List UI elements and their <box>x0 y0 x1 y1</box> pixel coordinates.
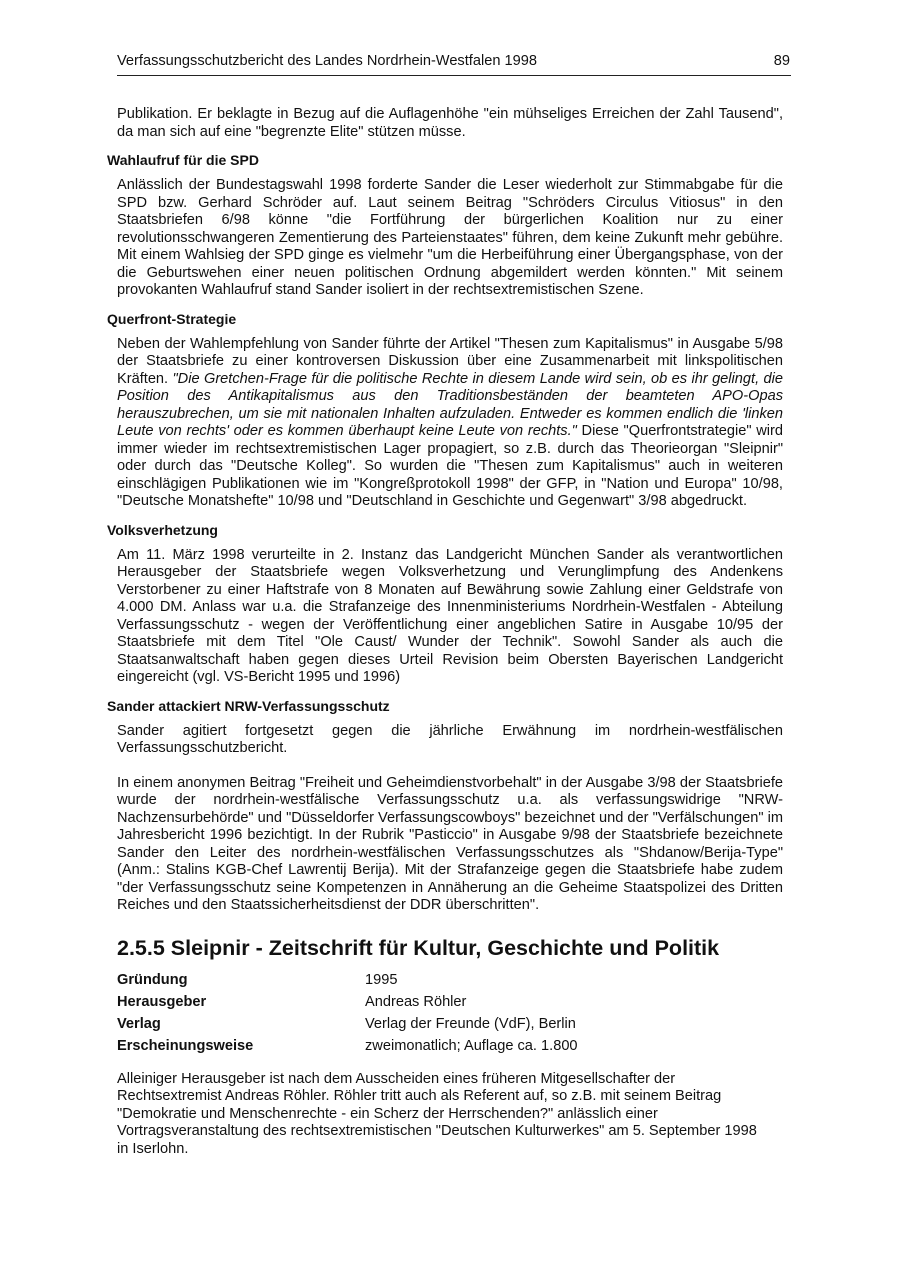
header-title: Verfassungsschutzbericht des Landes Nordrhein-Westfalen 1998 <box>117 53 537 69</box>
paragraph-sander-1: Sander agitiert fortgesetzt gegen die jährliche Erwähnung im nordrhein-westfälischen Verfassungsschutzbericht. <box>117 722 783 756</box>
heading-sander-attackiert: Sander attackiert NRW-Verfassungsschutz <box>107 697 390 714</box>
table-key: Erscheinungsweise <box>117 1037 254 1054</box>
paragraph-intro: Publikation. Er beklagte in Bezug auf die Auflagenhöhe "ein mühseliges Erreichen der Zahl Tausend", da man sich auf eine "begrenzte Elite" stützen müsse. <box>117 106 783 140</box>
page-number: 89 <box>773 53 790 69</box>
table-key: Gründung <box>117 971 188 988</box>
heading-volksverhetzung: Volksverhetzung <box>107 521 218 538</box>
paragraph-querfront <box>117 336 783 511</box>
table-row <box>117 991 578 1013</box>
table-value: Verlag der Freunde (VdF), Berlin <box>365 1015 576 1032</box>
table-value: 1995 <box>365 971 398 988</box>
table-key: Herausgeber <box>117 993 207 1010</box>
text-line: Alleiniger Herausgeber ist nach dem Ausscheiden eines früheren Mitgesellschafter der <box>117 1070 676 1087</box>
querfront-text-b: Diese "Querfrontstrategie" wird immer wieder im rechtsextremistischen Lager propagiert, so z.B. durch das Theorieorgan "Sleipnir" oder durch das "Deutsche Kolleg". So wurden die "Thesen zum Kapitalismus" auch in weiteren einschlägigen Publikationen wie im "Kongreßprotokoll 1998" der GFP, in "Nation und Europa" 10/98, "Deutsche Monatshefte" 10/98 und "Deutschland in Geschichte und Gegenwart" 3/98 abgedruckt. <box>117 423 783 509</box>
text-line: Vortragsveranstaltung des rechtsextremistischen "Deutschen Kulturwerkes" am 5. September 1998 <box>117 1123 757 1139</box>
info-table <box>117 969 578 1057</box>
table-row <box>117 1035 578 1057</box>
running-header <box>117 51 791 76</box>
paragraph-sander-2: In einem anonymen Beitrag "Freiheit und Geheimdienstvorbehalt" in der Ausgabe 3/98 der Staatsbriefe wurde der nordrhein-westfälische Verfassungsschutz u.a. als verfassungswidrige "NRW-Nachzensurbehörde" und "Düsseldorfer Verfassungscowboys" bezeichnet und der "Verfälschungen" im Jahresbericht 1996 bezichtigt. In der Rubrik "Pasticcio" in Ausgabe 9/98 der Staatsbriefe bezeichnete Sander den Leiter des nordrhein-westfälischen Verfassungsschutzes als "Shdanow/Berija-Type" (Anm.: Stalins KGB-Chef Lawrentij Berija). Mit der Strafanzeige gegen die Staatsbriefe habe zudem "der Verfassungsschutz seine Kompetenzen in Annäherung an die Geheime Staatspolizei des Dritten Reiches und den Staatssicherheitsdienst der DDR überschritten". <box>117 774 783 913</box>
page-content <box>107 106 783 1158</box>
heading-wahlaufruf: Wahlaufruf für die SPD <box>107 152 259 168</box>
querfront-quote: "Die Gretchen-Frage für die politische Rechte in diesem Lande wird sein, ob es ihr gelingt, die Position des Antikapitalismus aus den Traditionsbeständen der beamteten APO-Opas herauszubrechen, um sie mit nationalen Inhalten aufzuladen. Entweder es kommen endlich die 'linken Leute von rechts' oder es kommen überhaupt keine Leute von rechts." <box>117 370 783 439</box>
table-row <box>117 1013 578 1035</box>
paragraph-volksverhetzung: Am 11. März 1998 verurteilte in 2. Instanz das Landgericht München Sander als verantwortlichen Herausgeber der Staatsbriefe wegen Volksverhetzung und Verunglimpfung des Andenkens Verstorbener zu einer Haftstrafe von 8 Monaten auf Bewährung sowie Zahlung einer Geldstrafe von 4.000 DM. Anlass war u.a. die Strafanzeige des Innenministeriums Nordrhein-Westfalen - Abteilung Verfassungsschutz - wegen der Veröffentlichung einer angeblichen Satire in Ausgabe 10/95 der Staatsbriefe mit dem Titel "Ole Caust/ Wunder der Technik". Sowohl Sander als auch die Staatsanwaltschaft haben gegen dieses Urteil Revision beim Obersten Bayerischen Landgericht eingereicht (vgl. VS-Bericht 1995 und 1996) <box>117 546 783 685</box>
table-value: zweimonatlich; Auflage ca. 1.800 <box>365 1037 578 1054</box>
querfront-text-a: Neben der Wahlempfehlung von Sander führte der Artikel "Thesen zum Kapitalismus" in Ausgabe 5/98 der Staatsbriefe zu einer kontroversen Diskussion über eine Zusammenarbeit mit linkspolitischen Kräften. <box>117 335 783 387</box>
heading-querfront: Querfront-Strategie <box>107 310 237 327</box>
paragraph-sleipnir <box>117 1071 783 1159</box>
table-value: Andreas Röhler <box>365 993 467 1010</box>
text-line: in Iserlohn. <box>117 1140 189 1157</box>
text-line: "Demokratie und Menschenrechte - ein Scherz der Herrschenden?" anlässlich einer <box>117 1105 658 1122</box>
text-line: Rechtsextremist Andreas Röhler. Röhler tritt auch als Referent auf, so z.B. mit seinem Beitrag <box>117 1088 722 1104</box>
table-key: Verlag <box>117 1015 161 1032</box>
table-row <box>117 969 578 991</box>
section-heading-sleipnir: 2.5.5 Sleipnir - Zeitschrift für Kultur, Geschichte und Politik <box>117 935 720 960</box>
paragraph-wahlaufruf: Anlässlich der Bundestagswahl 1998 forderte Sander die Leser wiederholt zur Stimmabgabe für die SPD bzw. Gerhard Schröder auf. Laut seinem Beitrag "Schröders Circulus Vitiosus" in den Staatsbriefen 6/98 könne "die Fortführung der bürgerlichen Koalition nur zu einer revolutionsschwangeren Zementierung des Parteienstaates" führen, dem keine Zukunft mehr gebühre. Mit einem Wahlsieg der SPD ginge es vielmehr "um die Herbeiführung einer Übergangsphase, von der die Geburtswehen einer neuen politischen Ordnung abgemildert werden könnten." Mit seinem provokanten Wahlaufruf stand Sander isoliert in der rechtsextremistischen Szene. <box>117 177 783 298</box>
